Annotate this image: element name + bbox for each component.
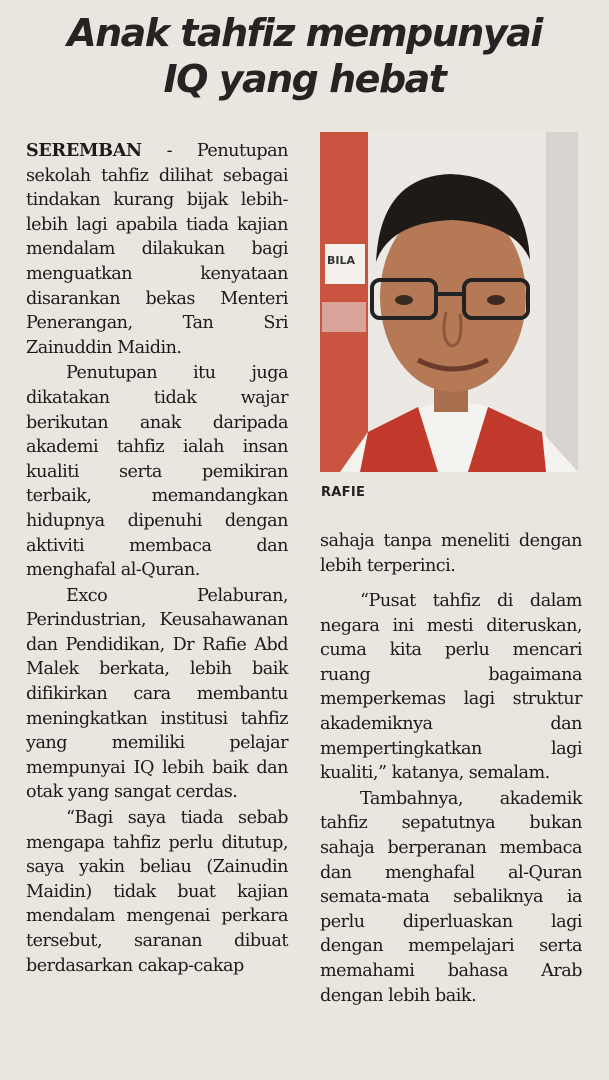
paragraph-3: Exco Pelaburan, Perindustrian, Keusahawanan dan Pendidikan, Dr Rafie Abd Malek berkata, lebih baik difikirkan cara membantu meningkatkan institusi tahfiz yang memiliki pelajar mempunyai IQ lebih baik dan otak yang sangat cerdas. (26, 585, 288, 803)
paragraph-7: Tambahnya, akademik tahfiz sepatutnya bukan sahaja berperanan membaca dan menghafal al-Quran semata-mata sebaliknya ia perlu diperluaskan lagi dengan mempelajari serta memahami bahasa Arab dengan lebih baik. (320, 788, 582, 1006)
headline-line-2: IQ yang hebat (163, 57, 446, 101)
article-column-right-continued (320, 589, 582, 1008)
article-column-right (320, 529, 582, 578)
paragraph-1-text: - Penutupan sekolah tahfiz dilihat sebagai tindakan kurang bijak lebih-lebih lagi apabila tiada kajian mendalam dilakukan bagi menguatkan kenyataan disarankan bekas Menteri Penerangan, Tan Sri Zainuddin Maidin. (26, 141, 288, 358)
article-column-left (26, 139, 288, 978)
paragraph-1 (26, 139, 288, 360)
paragraph-6: “Pusat tahfiz di dalam negara ini mesti diteruskan, cuma kita perlu mencari ruang bagaimana memperkemas lagi struktur akademiknya dan mempertingkatkan lagi kualiti,” katanya, semalam. (320, 591, 582, 784)
paragraph-4: “Bagi saya tiada sebab mengapa tahfiz perlu ditutup, saya yakin beliau (Zainudin Maidin) tidak buat kajian mendalam mengenai perkara tersebut, saranan dibuat berdasarkan cakap-cakap (26, 808, 288, 976)
headline-line-1: Anak tahfiz mempunyai (67, 11, 542, 55)
portrait-illustration (320, 132, 578, 472)
paragraph-2: Penutupan itu juga dikatakan tidak wajar berikutan anak daripada akademi tahfiz ialah insan kualiti serta pemikiran terbaik, memandangkan hidupnya dipenuhi dengan aktiviti membaca dan menghafal al-Quran. (26, 363, 288, 581)
dateline: SEREMBAN (26, 140, 142, 161)
photo-caption: RAFIE (321, 485, 366, 500)
paragraph-5: sahaja tanpa meneliti dengan lebih terperinci. (320, 531, 582, 576)
portrait-photo (320, 132, 578, 472)
headline (0, 10, 609, 102)
background-sign-text: BILA (327, 254, 355, 267)
